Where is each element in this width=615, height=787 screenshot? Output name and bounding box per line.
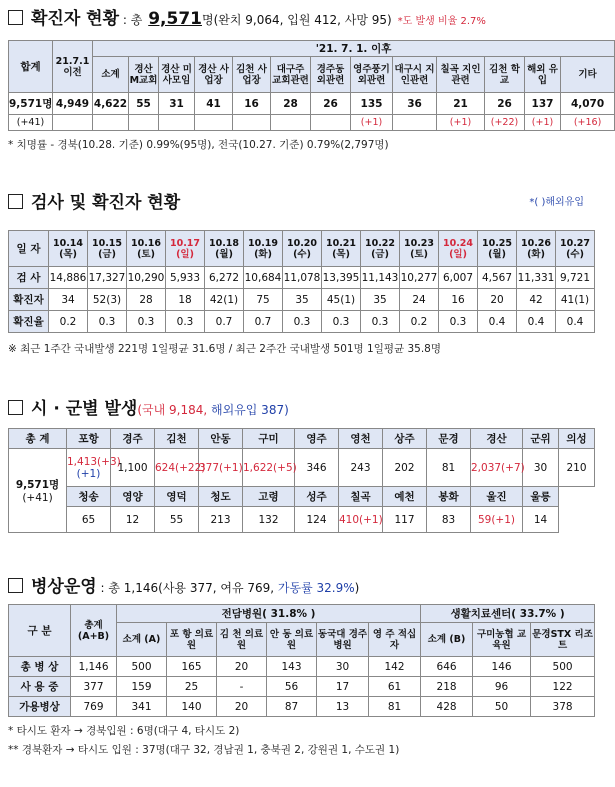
total-value: 9,571명 <box>15 479 60 491</box>
column-header: 경주동 외관련 <box>311 57 351 93</box>
data-cell: 42 <box>517 289 556 311</box>
data-row <box>9 677 595 697</box>
delta-cell <box>195 115 233 131</box>
data-cell: 31 <box>159 93 195 115</box>
delta-cell <box>311 115 351 131</box>
region-value: 624(+22) <box>155 449 199 487</box>
data-cell: - <box>217 677 267 697</box>
region-name: 김천 <box>155 429 199 449</box>
data-cell: 159 <box>117 677 167 697</box>
data-row <box>9 507 595 533</box>
data-cell: 0.3 <box>361 311 400 333</box>
data-row <box>9 311 595 333</box>
column-header: 대구시 지인관련 <box>393 57 437 93</box>
data-row <box>9 697 595 717</box>
row-label: 사 용 중 <box>9 677 71 697</box>
date-header: 10.23 (토) <box>400 231 439 267</box>
region-name: 안동 <box>199 429 243 449</box>
delta-cell: (+16) <box>561 115 615 131</box>
data-cell: 4,070 <box>561 93 615 115</box>
data-cell: 140 <box>167 697 217 717</box>
section-region <box>8 394 594 419</box>
header-row <box>9 231 595 267</box>
data-cell: 17 <box>317 677 369 697</box>
delta-cell <box>129 115 159 131</box>
date-header: 10.14 (목) <box>49 231 88 267</box>
region-name: 고령 <box>243 487 295 507</box>
region-value: 210 <box>559 449 595 487</box>
data-cell: 500 <box>531 657 595 677</box>
date-header: 10.22 (금) <box>361 231 400 267</box>
header-row <box>9 41 615 57</box>
column-header: 소계 (B) <box>421 623 473 657</box>
region-name: 구미 <box>243 429 295 449</box>
header-total: 총계 (A+B) <box>71 605 117 657</box>
region-name: 영주 <box>295 429 339 449</box>
delta-cell <box>159 115 195 131</box>
header-row <box>9 605 595 623</box>
data-cell: 11,143 <box>361 267 400 289</box>
row-label: 검 사 <box>9 267 49 289</box>
region-name: 문경 <box>427 429 471 449</box>
column-header: 경산 M교회 <box>129 57 159 93</box>
region-name: 경산 <box>471 429 523 449</box>
date-header: 10.19 (화) <box>244 231 283 267</box>
header-center: 생활치료센터( 33.7% ) <box>421 605 595 623</box>
data-cell: 10,290 <box>127 267 166 289</box>
data-cell: 28 <box>127 289 166 311</box>
data-cell: 11,078 <box>283 267 322 289</box>
beds-note-1: * 타시도 환자 → 경북입원 : 6명(대구 4, 타시도 2) <box>8 725 240 737</box>
region-name: 군위 <box>523 429 559 449</box>
data-cell: 10,684 <box>244 267 283 289</box>
data-cell: 81 <box>369 697 421 717</box>
data-cell: 28 <box>271 93 311 115</box>
data-cell: 0.3 <box>283 311 322 333</box>
date-header: 10.15 (금) <box>88 231 127 267</box>
data-cell: 9,721 <box>556 267 595 289</box>
data-cell: 16 <box>439 289 478 311</box>
pohang-overseas: (+1) <box>76 467 101 480</box>
date-header: 10.24 (일) <box>439 231 478 267</box>
region-name: 봉화 <box>427 487 471 507</box>
data-cell: 35 <box>283 289 322 311</box>
data-cell: 1,146 <box>71 657 117 677</box>
region-value: 59(+1) <box>471 507 523 533</box>
delta-cell: (+1) <box>437 115 485 131</box>
confirmed-table <box>8 40 615 131</box>
data-cell: 0.3 <box>127 311 166 333</box>
data-cell: 96 <box>473 677 531 697</box>
beds-note-2: ** 경북환자 → 타시도 입원 : 37명(대구 32, 경남권 1, 충북권 2, 강원권 1, 수도권 1) <box>8 744 400 756</box>
header-dedicated: 전담병원( 31.8% ) <box>117 605 421 623</box>
data-cell: 769 <box>71 697 117 717</box>
section-title-beds: 병상운영 : 총 1,146(사용 377, 여유 769, 가동률 32.9%) <box>8 572 594 597</box>
delta-cell: (+1) <box>525 115 561 131</box>
region-name: 성주 <box>295 487 339 507</box>
row-label: 확진율 <box>9 311 49 333</box>
region-name: 영천 <box>339 429 383 449</box>
data-cell: 16 <box>233 93 271 115</box>
delta-cell <box>393 115 437 131</box>
data-row <box>9 267 595 289</box>
checkbox-square-icon <box>8 10 23 25</box>
delta-cell: (+41) <box>9 115 53 131</box>
data-cell: 6,272 <box>205 267 244 289</box>
data-cell: 20 <box>217 697 267 717</box>
date-header: 10.18 (월) <box>205 231 244 267</box>
data-cell: 52(3) <box>88 289 127 311</box>
region-value: 346 <box>295 449 339 487</box>
data-row <box>9 93 615 115</box>
section-title-region: 시 · 군별 발생(국내 9,184, 해외유입 387) <box>8 394 594 419</box>
region-value: 83 <box>427 507 471 533</box>
data-cell: 30 <box>317 657 369 677</box>
beds-table <box>8 604 595 717</box>
row-label: 확진자 <box>9 289 49 311</box>
tests-table <box>8 230 595 333</box>
data-cell: 13,395 <box>322 267 361 289</box>
region-name: 영덕 <box>155 487 199 507</box>
data-cell: 35 <box>361 289 400 311</box>
column-header: 해외 유입 <box>525 57 561 93</box>
data-cell: 17,327 <box>88 267 127 289</box>
region-name: 울진 <box>471 487 523 507</box>
data-cell: 0.3 <box>322 311 361 333</box>
column-header: 경산 사업장 <box>195 57 233 93</box>
header-total: 총 계 <box>9 429 67 449</box>
data-cell: 0.4 <box>556 311 595 333</box>
region-name: 의성 <box>559 429 595 449</box>
data-cell: 25 <box>167 677 217 697</box>
data-cell: 18 <box>166 289 205 311</box>
data-cell: 0.7 <box>244 311 283 333</box>
data-cell: 87 <box>267 697 317 717</box>
delta-cell <box>93 115 129 131</box>
data-cell: 20 <box>478 289 517 311</box>
delta-cell <box>271 115 311 131</box>
region-value: 1,622(+5) <box>243 449 295 487</box>
region-name: 상주 <box>383 429 427 449</box>
data-cell: 143 <box>267 657 317 677</box>
data-cell: 14,886 <box>49 267 88 289</box>
region-value: 124 <box>295 507 339 533</box>
data-cell: 218 <box>421 677 473 697</box>
column-header: 김 천 의료원 <box>217 623 267 657</box>
region-name: 칠곡 <box>339 487 383 507</box>
region-name: 경주 <box>111 429 155 449</box>
date-header: 10.17 (일) <box>166 231 205 267</box>
column-header: 영주풍기 외관련 <box>351 57 393 93</box>
data-cell: 45(1) <box>322 289 361 311</box>
column-header: 동국대 경주병원 <box>317 623 369 657</box>
data-cell: 20 <box>217 657 267 677</box>
column-header: 대구주 교회관련 <box>271 57 311 93</box>
data-cell: 4,622 <box>93 93 129 115</box>
header-total: 합계 <box>9 41 53 93</box>
region-value: 243 <box>339 449 383 487</box>
column-header: 기타 <box>561 57 615 93</box>
rate-note: *도 발생 비율 2.7% <box>397 16 486 27</box>
region-table <box>8 428 595 533</box>
region-value <box>67 449 121 487</box>
region-name: 울릉 <box>523 487 559 507</box>
data-cell: 0.4 <box>517 311 556 333</box>
region-value: 213 <box>199 507 243 533</box>
header-row <box>9 429 595 449</box>
checkbox-square-icon <box>8 578 23 593</box>
data-cell: 41(1) <box>556 289 595 311</box>
data-cell: 146 <box>473 657 531 677</box>
column-header: 안 동 의료원 <box>267 623 317 657</box>
date-header: 10.21 (목) <box>322 231 361 267</box>
row-label: 가용병상 <box>9 697 71 717</box>
data-row <box>9 289 595 311</box>
date-header: 10.16 (토) <box>127 231 166 267</box>
data-cell: 75 <box>244 289 283 311</box>
data-cell: 142 <box>369 657 421 677</box>
data-cell: 0.2 <box>49 311 88 333</box>
region-name: 포항 <box>67 429 111 449</box>
data-cell: 0.3 <box>439 311 478 333</box>
data-cell: 4,949 <box>53 93 93 115</box>
column-header: 소계 <box>93 57 129 93</box>
checkbox-square-icon <box>8 194 23 209</box>
occupancy-rate: 가동률 32.9% <box>277 581 355 595</box>
column-header: 영 주 적십자 <box>369 623 421 657</box>
data-cell: 428 <box>421 697 473 717</box>
region-value: 55 <box>155 507 199 533</box>
total-cell <box>9 449 67 533</box>
pohang-value: 1,413(+3) <box>67 455 121 468</box>
data-cell: 4,567 <box>478 267 517 289</box>
region-value: 2,037(+7) <box>471 449 523 487</box>
delta-cell <box>53 115 93 131</box>
data-cell: 36 <box>393 93 437 115</box>
tests-table-wrap <box>8 230 594 356</box>
data-cell: 21 <box>437 93 485 115</box>
column-header: 김천 학교 <box>485 57 525 93</box>
data-cell: 341 <box>117 697 167 717</box>
data-cell: 165 <box>167 657 217 677</box>
column-header: 구미농협 교육원 <box>473 623 531 657</box>
column-header: 포 항 의료원 <box>167 623 217 657</box>
data-cell: 42(1) <box>205 289 244 311</box>
region-value: 12 <box>111 507 155 533</box>
data-cell: 377 <box>71 677 117 697</box>
region-value: 202 <box>383 449 427 487</box>
region-value: 30 <box>523 449 559 487</box>
data-cell: 10,277 <box>400 267 439 289</box>
column-header: 소계 (A) <box>117 623 167 657</box>
weekly-note: ※ 최근 1주간 국내발생 221명 1일평균 31.6명 / 최근 2주간 국내발생 501명 1일평균 35.8명 <box>8 343 442 355</box>
total-delta: (+41) <box>22 492 53 504</box>
region-name: 청송 <box>67 487 111 507</box>
data-cell: 24 <box>400 289 439 311</box>
header-since: '21. 7. 1. 이후 <box>93 41 615 57</box>
data-cell: 0.2 <box>400 311 439 333</box>
section-title-tests: 검사 및 확진자 현황 <box>8 188 594 213</box>
data-cell: 5,933 <box>166 267 205 289</box>
data-cell: 6,007 <box>439 267 478 289</box>
data-cell: 137 <box>525 93 561 115</box>
data-row <box>9 449 595 487</box>
section-title-confirmed: 확진자 현황 : 총 9,571명(완치 9,064, 입원 412, 사망 95) *도 발생 비율 2.7% <box>8 4 594 29</box>
data-cell: 61 <box>369 677 421 697</box>
section-beds <box>8 572 594 597</box>
header-row <box>9 487 595 507</box>
data-cell: 41 <box>195 93 233 115</box>
data-cell: 0.3 <box>166 311 205 333</box>
column-header: 칠곡 지인관련 <box>437 57 485 93</box>
row-label: 총 병 상 <box>9 657 71 677</box>
data-cell: 646 <box>421 657 473 677</box>
confirmed-table-wrap <box>8 40 605 152</box>
region-value: 377(+1) <box>199 449 243 487</box>
data-cell: 56 <box>267 677 317 697</box>
region-value: 117 <box>383 507 427 533</box>
data-cell: 0.4 <box>478 311 517 333</box>
data-cell: 55 <box>129 93 159 115</box>
header-row <box>9 57 615 93</box>
region-name: 예천 <box>383 487 427 507</box>
date-header: 10.25 (월) <box>478 231 517 267</box>
region-value: 410(+1) <box>339 507 383 533</box>
region-value: 81 <box>427 449 471 487</box>
region-value: 14 <box>523 507 559 533</box>
data-cell: 122 <box>531 677 595 697</box>
delta-row <box>9 115 615 131</box>
data-cell: 26 <box>485 93 525 115</box>
data-cell: 50 <box>473 697 531 717</box>
region-value: 132 <box>243 507 295 533</box>
delta-cell <box>233 115 271 131</box>
header-label: 구 분 <box>9 605 71 657</box>
region-name: 청도 <box>199 487 243 507</box>
header-before: 21.7.1 이전 <box>53 41 93 93</box>
delta-cell: (+1) <box>351 115 393 131</box>
date-header: 10.20 (수) <box>283 231 322 267</box>
data-cell: 34 <box>49 289 88 311</box>
section-tests <box>8 188 594 213</box>
checkbox-square-icon <box>8 400 23 415</box>
data-cell: 9,571명 <box>9 93 53 115</box>
region-table-wrap <box>8 428 594 533</box>
data-cell: 0.7 <box>205 311 244 333</box>
header-date: 일 자 <box>9 231 49 267</box>
beds-table-wrap <box>8 604 594 757</box>
delta-cell: (+22) <box>485 115 525 131</box>
data-cell: 378 <box>531 697 595 717</box>
section-confirmed <box>8 4 594 29</box>
region-value: 65 <box>67 507 111 533</box>
data-cell: 500 <box>117 657 167 677</box>
data-cell: 13 <box>317 697 369 717</box>
column-header: 문경STX 리조트 <box>531 623 595 657</box>
date-header: 10.26 (화) <box>517 231 556 267</box>
column-header: 경산 미사모임 <box>159 57 195 93</box>
region-value: 1,100 <box>111 449 155 487</box>
data-cell: 135 <box>351 93 393 115</box>
column-header: 김천 사업장 <box>233 57 271 93</box>
data-cell: 11,331 <box>517 267 556 289</box>
date-header: 10.27 (수) <box>556 231 595 267</box>
data-row <box>9 657 595 677</box>
data-cell: 0.3 <box>88 311 127 333</box>
fatality-note: * 치명률 - 경북(10.28. 기준) 0.99%(95명), 전국(10.27. 기준) 0.79%(2,797명) <box>8 139 389 151</box>
data-cell: 26 <box>311 93 351 115</box>
total-count: 9,571 <box>148 9 202 29</box>
region-name: 영양 <box>111 487 155 507</box>
overseas-note: *( )해외유입 <box>529 197 584 208</box>
